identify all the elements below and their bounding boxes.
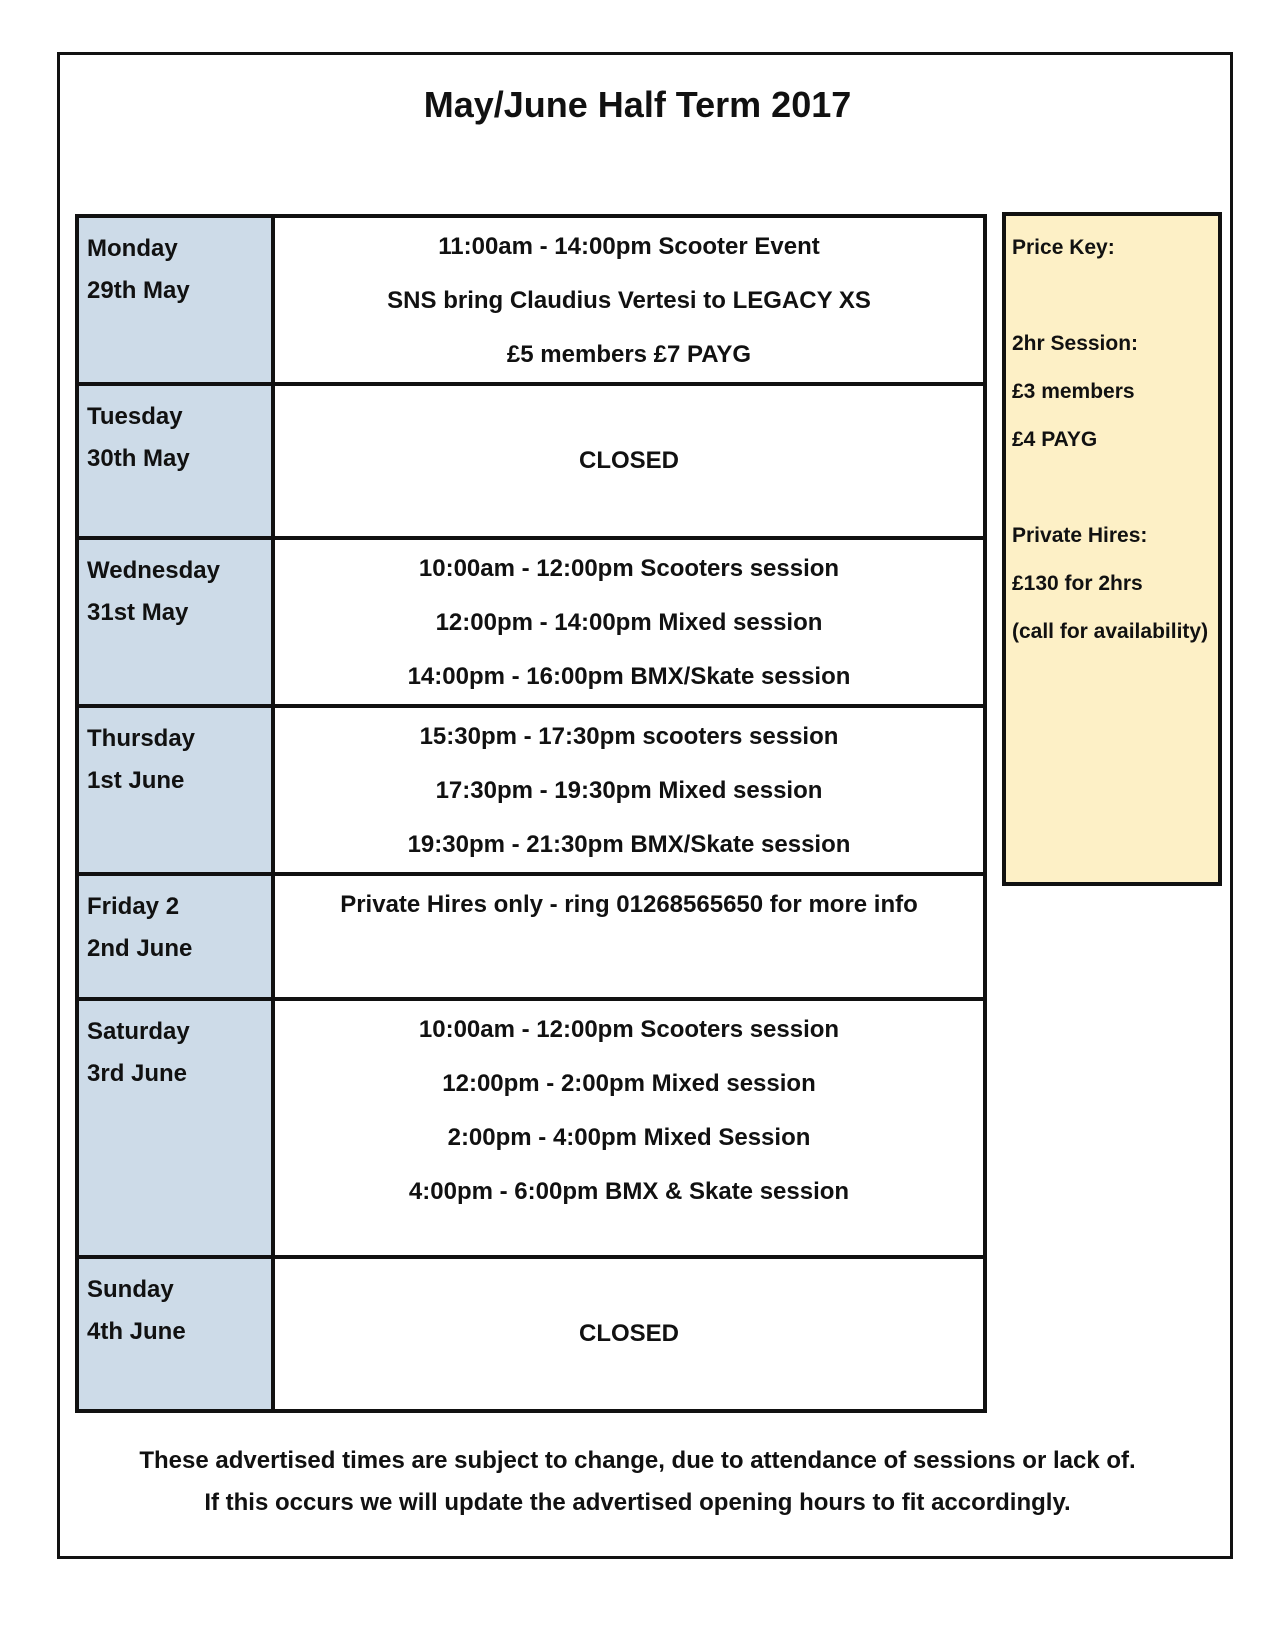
spacer [1012,464,1212,512]
page-title: May/June Half Term 2017 [423,84,852,125]
event-line: 12:00pm - 14:00pm Mixed session [435,609,823,636]
table-row [77,874,985,999]
price-key-panel [1002,212,1222,886]
closed-label: CLOSED [578,1320,679,1347]
day-name: Wednesday [87,557,220,584]
session-payg-price: £4 PAYG [1012,428,1098,451]
table-row [77,1257,985,1411]
event-line: 10:00am - 12:00pm Scooters session [418,1016,840,1043]
table-row [77,999,985,1257]
day-cell [77,1257,273,1411]
hire-note: (call for availability) [1012,620,1209,643]
events-cell [273,999,985,1257]
event-line: 11:00am - 14:00pm Scooter Event [438,233,820,260]
closed-label: CLOSED [578,447,679,474]
price-key-heading: Price Key: [1012,236,1115,259]
day-date: 4th June [87,1318,186,1345]
events-cell [273,384,985,538]
day-name: Thursday [87,725,196,752]
day-cell [77,538,273,706]
spacer [1012,272,1212,320]
event-line: 10:00am - 12:00pm Scooters session [418,555,840,582]
schedule-table [75,214,987,1413]
session-heading: 2hr Session: [1012,332,1139,355]
events-cell [273,1257,985,1411]
table-row [77,216,985,384]
event-line: £5 members £7 PAYG [506,341,752,368]
event-line: 4:00pm - 6:00pm BMX & Skate session [408,1178,850,1205]
event-line: 12:00pm - 2:00pm Mixed session [442,1070,816,1097]
event-line: SNS bring Claudius Vertesi to LEGACY XS [387,287,871,314]
footer-line: These advertised times are subject to change, due to attendance of sessions or lack of. [139,1447,1136,1474]
hire-price: £130 for 2hrs [1012,572,1143,595]
hire-heading: Private Hires: [1012,524,1148,547]
table-row [77,538,985,706]
day-cell [77,706,273,874]
day-name: Friday 2 [87,893,180,920]
event-line: 15:30pm - 17:30pm scooters session [419,723,839,750]
event-line: 17:30pm - 19:30pm Mixed session [435,777,823,804]
day-date: 2nd June [87,935,193,962]
table-row [77,384,985,538]
day-name: Monday [87,235,178,262]
day-cell [77,216,273,384]
day-date: 30th May [87,445,190,472]
footer-note [60,1440,1215,1524]
day-date: 29th May [87,277,190,304]
day-name: Tuesday [87,403,183,430]
event-line: Private Hires only - ring 01268565650 for more info [340,891,918,918]
day-name: Sunday [87,1276,174,1303]
events-cell [273,706,985,874]
footer-line: If this occurs we will update the advertised opening hours to fit accordingly. [204,1489,1071,1516]
event-line: 2:00pm - 4:00pm Mixed Session [447,1124,811,1151]
day-date: 1st June [87,767,185,794]
day-name: Saturday [87,1018,190,1045]
day-date: 31st May [87,599,189,626]
day-cell [77,874,273,999]
events-cell [273,538,985,706]
session-members-price: £3 members [1012,380,1135,403]
day-cell [77,384,273,538]
table-row [77,706,985,874]
events-cell [273,874,985,999]
event-line: 14:00pm - 16:00pm BMX/Skate session [407,663,851,690]
day-cell [77,999,273,1257]
event-line: 19:30pm - 21:30pm BMX/Skate session [407,831,851,858]
events-cell [273,216,985,384]
day-date: 3rd June [87,1060,188,1087]
